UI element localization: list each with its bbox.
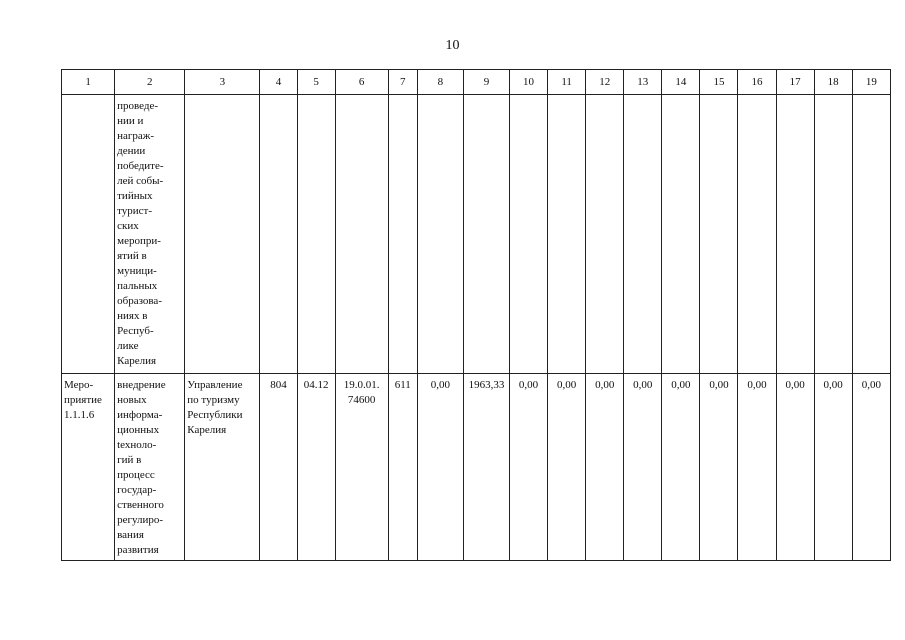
table-cell <box>62 95 115 374</box>
column-header: 3 <box>185 70 260 95</box>
table-cell <box>463 95 509 374</box>
table-cell: внедрение новых информа- ционных tехноло- гий в процесс государ- ственного регулиро- вания развития <box>115 374 185 561</box>
column-header: 5 <box>297 70 335 95</box>
table-cell: 04.12 <box>297 374 335 561</box>
column-header: 7 <box>388 70 417 95</box>
column-header: 12 <box>586 70 624 95</box>
table-cell: 0,00 <box>700 374 738 561</box>
table-cell <box>335 95 388 374</box>
column-header: 17 <box>776 70 814 95</box>
table-cell <box>738 95 776 374</box>
table-cell: 0,00 <box>738 374 776 561</box>
table-cell <box>388 95 417 374</box>
column-header: 10 <box>510 70 548 95</box>
table-cell <box>814 95 852 374</box>
column-header: 19 <box>852 70 890 95</box>
budget-table <box>61 69 891 561</box>
table-row <box>62 374 891 561</box>
table-cell <box>548 95 586 374</box>
table-cell: 804 <box>260 374 297 561</box>
table-cell: 1963,33 <box>463 374 509 561</box>
column-header: 15 <box>700 70 738 95</box>
table-cell: 0,00 <box>624 374 662 561</box>
table-cell: Управление по туризму Республики Карелия <box>185 374 260 561</box>
column-header: 16 <box>738 70 776 95</box>
table-cell <box>185 95 260 374</box>
column-header: 14 <box>662 70 700 95</box>
table-cell: 0,00 <box>586 374 624 561</box>
column-header: 2 <box>115 70 185 95</box>
table-cell <box>260 95 297 374</box>
column-header: 1 <box>62 70 115 95</box>
column-header: 9 <box>463 70 509 95</box>
table-cell: 0,00 <box>852 374 890 561</box>
table-cell: 19.0.01. 74600 <box>335 374 388 561</box>
table-cell: 611 <box>388 374 417 561</box>
table-cell <box>586 95 624 374</box>
table-row <box>62 95 891 374</box>
table-cell: 0,00 <box>662 374 700 561</box>
column-header: 6 <box>335 70 388 95</box>
table-cell <box>417 95 463 374</box>
table-cell: 0,00 <box>417 374 463 561</box>
table-cell <box>700 95 738 374</box>
table-cell <box>510 95 548 374</box>
table-cell: Меро- приятие 1.1.1.6 <box>62 374 115 561</box>
table-cell: проведе- нии и награж- дении победите- лей собы- тийных турист- ских меропри- ятий в муници- пальных образова- ниях в Респуб- лике Карелия <box>115 95 185 374</box>
table-cell <box>662 95 700 374</box>
table-cell <box>776 95 814 374</box>
table-cell: 0,00 <box>510 374 548 561</box>
table-cell <box>624 95 662 374</box>
table-cell: 0,00 <box>814 374 852 561</box>
header-row <box>62 70 891 95</box>
table-cell: 0,00 <box>776 374 814 561</box>
table-cell: 0,00 <box>548 374 586 561</box>
column-header: 13 <box>624 70 662 95</box>
column-header: 11 <box>548 70 586 95</box>
page-number: 10 <box>445 38 460 53</box>
table-cell <box>852 95 890 374</box>
column-header: 18 <box>814 70 852 95</box>
column-header: 8 <box>417 70 463 95</box>
column-header: 4 <box>260 70 297 95</box>
table-cell <box>297 95 335 374</box>
